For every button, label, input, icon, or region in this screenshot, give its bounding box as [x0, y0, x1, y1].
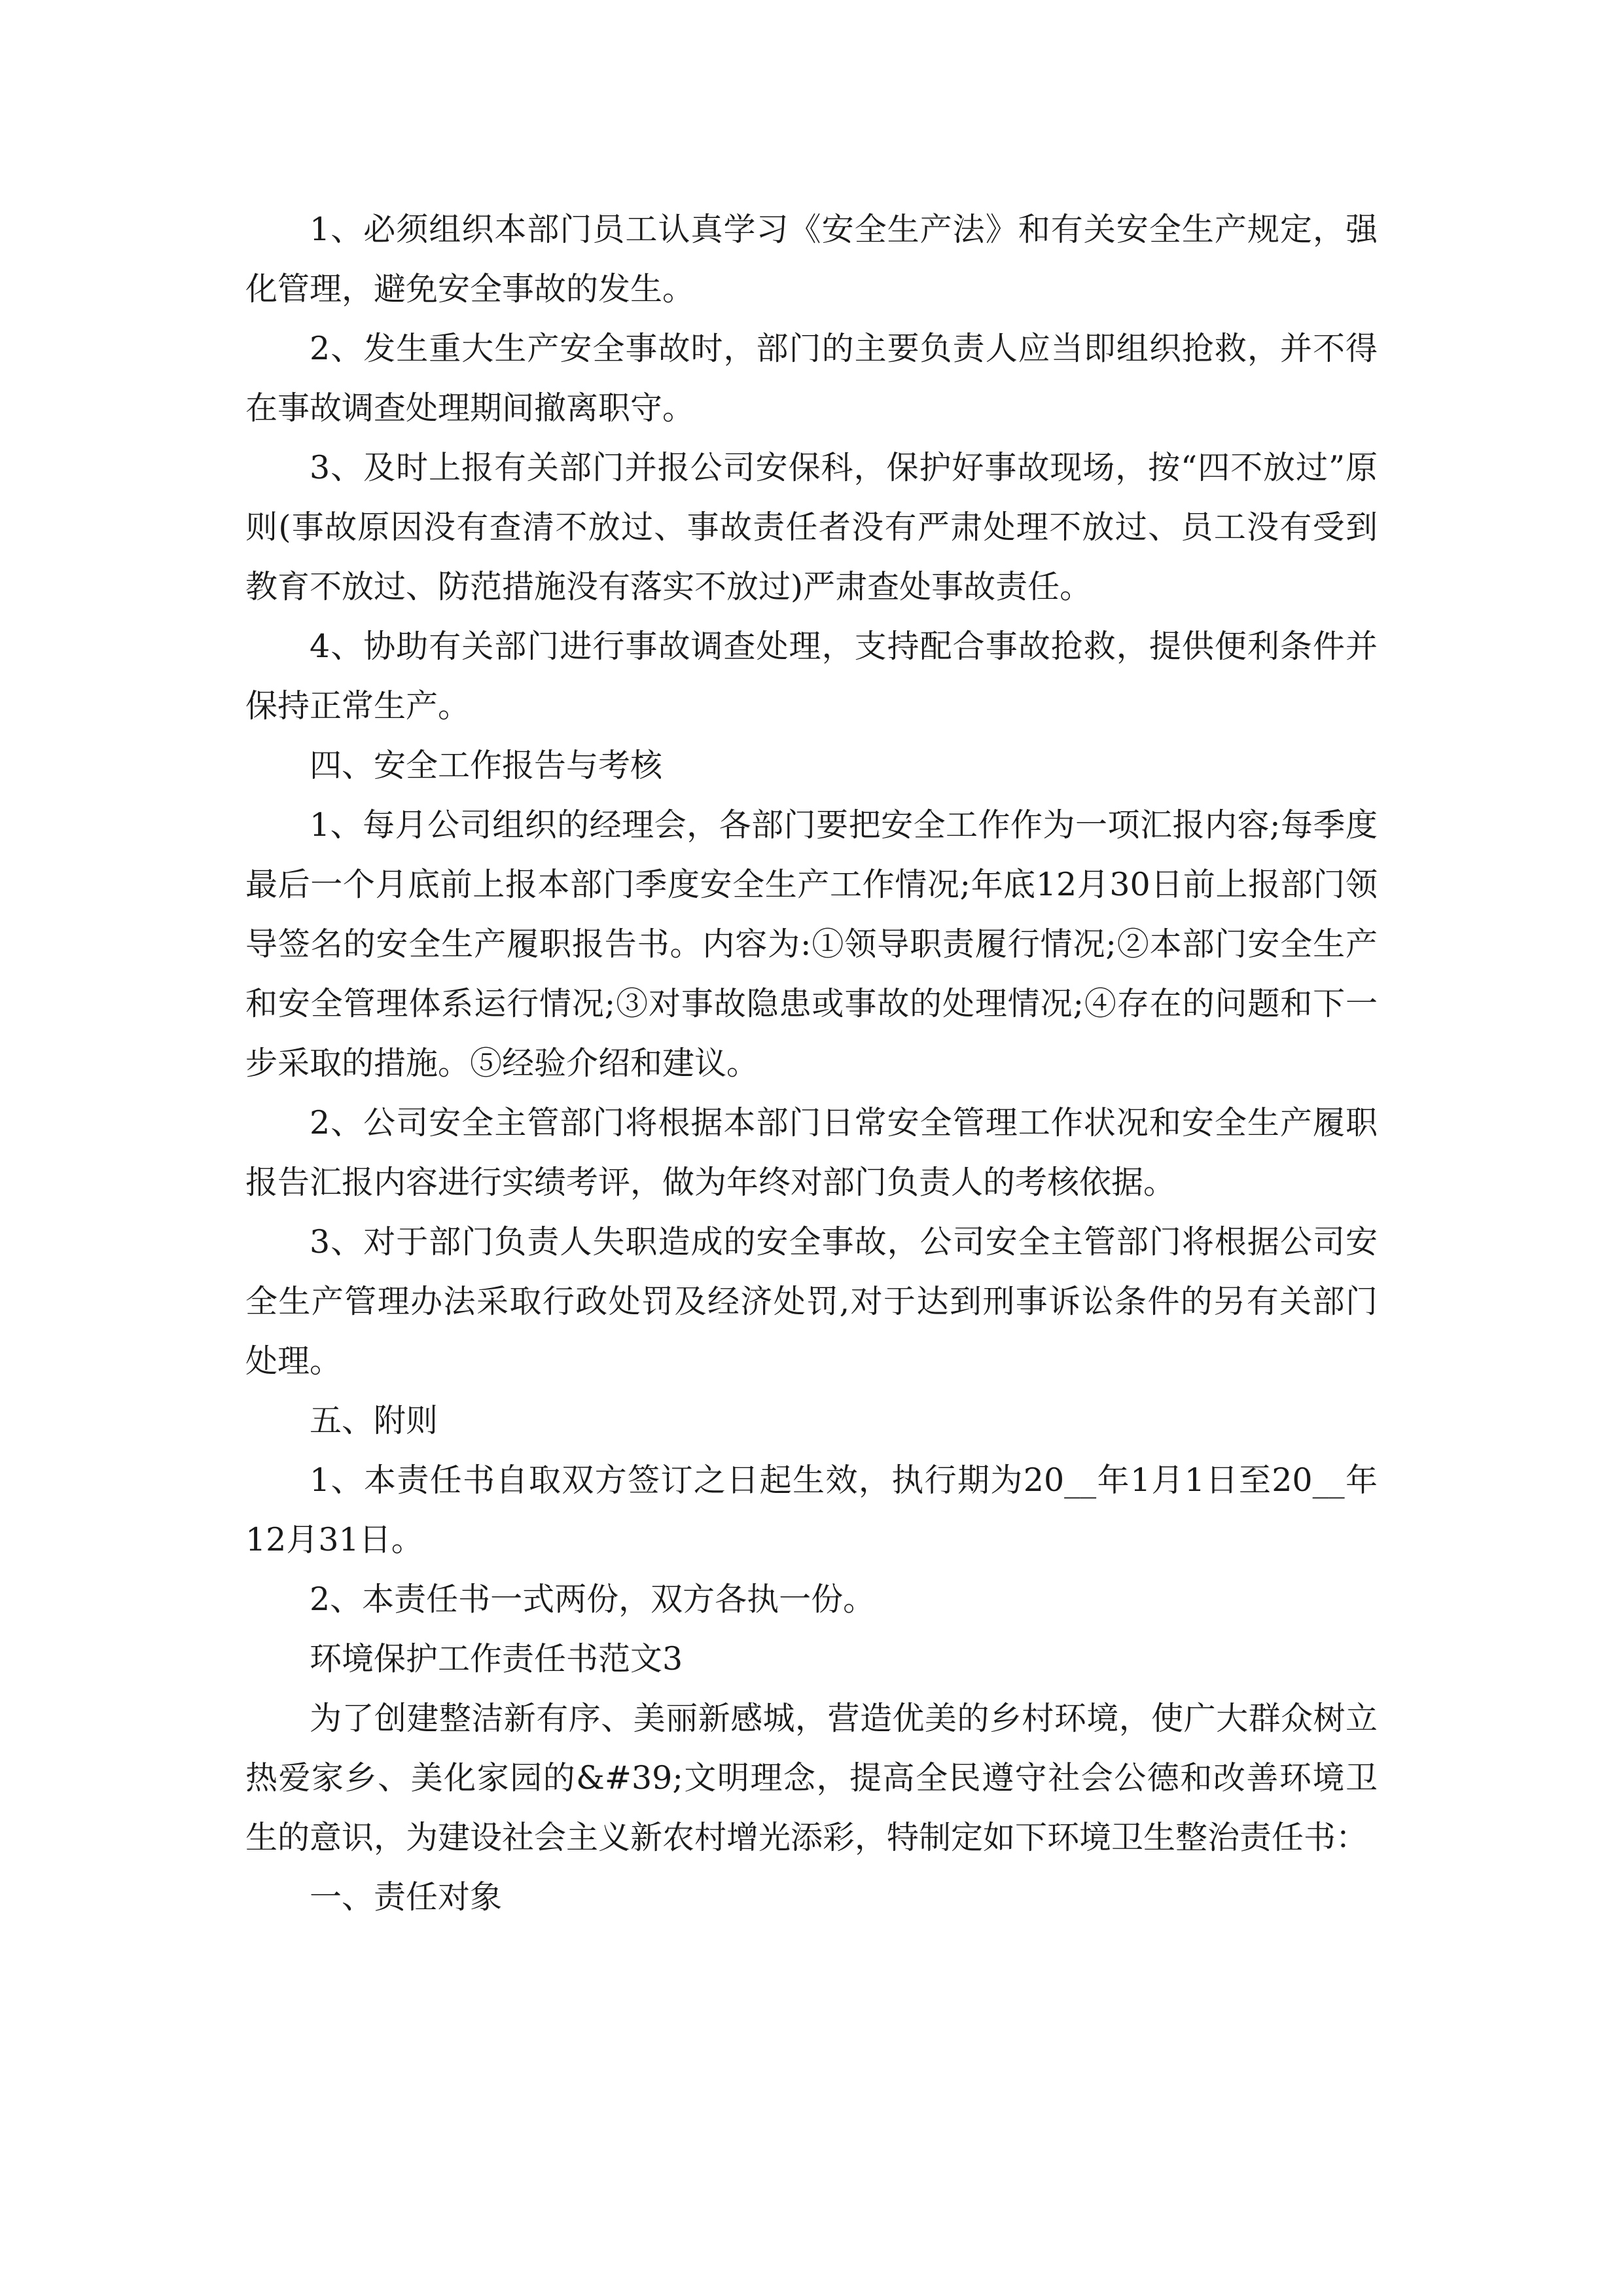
- paragraph-8: 1、本责任书自取双方签订之日起生效，执行期为20__年1月1日至20__年12月31日。: [245, 1462, 1378, 1558]
- section-heading-4: 四、安全工作报告与考核: [310, 747, 663, 784]
- paragraph-7: 3、对于部门负责人失职造成的安全事故，公司安全主管部门将根据公司安全生产管理办法采取行政处罚及经济处罚,对于达到刑事诉讼条件的另有关部门处理。: [245, 1223, 1378, 1380]
- paragraph-4: 4、协助有关部门进行事故调查处理，支持配合事故抢救，提供便利条件并保持正常生产。: [245, 628, 1378, 725]
- paragraph-9: 2、本责任书一式两份，双方各执一份。: [310, 1581, 876, 1618]
- paragraph-1: 1、必须组织本部门员工认真学习《安全生产法》和有关安全生产规定，强化管理，避免安全事故的发生。: [245, 211, 1378, 308]
- section-heading-5: 五、附则: [310, 1402, 438, 1439]
- paragraph-5: 1、每月公司组织的经理会，各部门要把安全工作作为一项汇报内容;每季度最后一个月底前上报本部门季度安全生产工作情况;年底12月30日前上报部门领导签名的安全生产履职报告书。内容为:①领导职责履行情况;②本部门安全生产和安全管理体系运行情况;③对事故隐患或事故的处理情况;④存在的问题和下一步采取的措施。⑤经验介绍和建议。: [245, 806, 1378, 1082]
- paragraph-2: 2、发生重大生产安全事故时，部门的主要负责人应当即组织抢救，并不得在事故调查处理期间撤离职守。: [245, 330, 1378, 427]
- section-heading-1: 一、责任对象: [310, 1878, 503, 1916]
- paragraph-3: 3、及时上报有关部门并报公司安保科，保护好事故现场，按“四不放过”原则(事故原因没有查清不放过、事故责任者没有严肃处理不放过、员工没有受到教育不放过、防范措施没有落实不放过)严肃查处事故责任。: [245, 449, 1378, 605]
- paragraph-10: 为了创建整洁新有序、美丽新感城，营造优美的乡村环境，使广大群众树立热爱家乡、美化家园的&#39;文明理念，提高全民遵守社会公德和改善环境卫生的意识，为建设社会主义新农村增光添彩，特制定如下环境卫生整治责任书：: [245, 1700, 1378, 1856]
- document-body: [245, 200, 1378, 1927]
- paragraph-6: 2、公司安全主管部门将根据本部门日常安全管理工作状况和安全生产履职报告汇报内容进行实绩考评，做为年终对部门负责人的考核依据。: [245, 1104, 1378, 1201]
- document-subtitle: 环境保护工作责任书范文3: [310, 1640, 683, 1677]
